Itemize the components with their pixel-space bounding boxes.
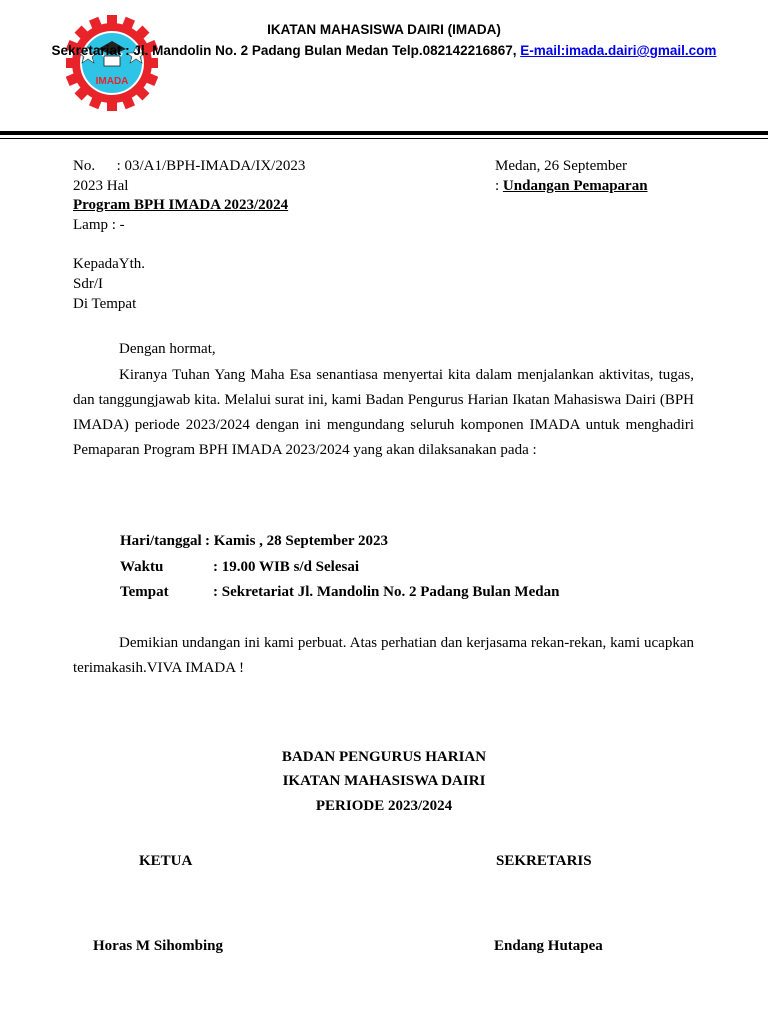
signature-period: PERIODE 2023/2024 [315,798,453,814]
no-label: No. [73,158,96,174]
detail-value-time: : 19.00 WIB s/d Selesai [213,559,359,575]
letterhead-rule-thick [0,131,768,135]
hal-value: Undangan Pemaparan [502,178,648,194]
signature-left-title: KETUA [139,853,193,869]
hal-label: Hal [106,178,129,194]
lamp [73,217,125,234]
org-title: IKATAN MAHASISWA DAIRI (IMADA) [267,22,501,37]
lamp-label: Lamp [73,217,108,233]
signature-org-line2: IKATAN MAHASISWA DAIRI [282,773,486,789]
detail-label-place: Tempat [120,584,169,600]
signature-right-name: Endang Hutapea [494,938,603,954]
recipient-line2: Sdr/I [73,276,103,292]
letter-number [73,158,305,175]
recipient-line3: Di Tempat [73,296,137,312]
address-text: Sekretariat : Jl. Mandolin No. 2 Padang Bulan Medan Telp.082142216867, [51,43,521,58]
logo-text: IMADA [95,76,129,87]
body-paragraph: Kiranya Tuhan Yang Maha Esa senantiasa menyertai kita dalam menjalankan aktivitas, tugas, dan tanggungjawab kita. Melalui surat ini, kami Badan Pengurus Harian Ikatan Mahasiswa Dairi (BPH IMADA) periode 2023/2024 dengan ini mengundang seluruh komponen IMADA untuk menghadiri Pemaparan Program BPH IMADA 2023/2024 yang akan dilaksanakan pada : [73,367,694,458]
recipient-line1: KepadaYth. [73,256,146,272]
greeting: Dengan hormat, [119,341,216,357]
letterhead-rule-thin [0,138,768,139]
closing-paragraph: Demikian undangan ini kami perbuat. Atas perhatian dan kerjasama rekan-rekan, kami ucapkan terimakasih.VIVA IMADA ! [73,635,694,676]
lamp-value: : - [111,217,125,233]
letter-subject-label [73,178,128,195]
signature-right-title: SEKRETARIS [496,853,592,869]
letter-subject [495,178,648,195]
signature-org-line1: BADAN PENGURUS HARIAN [281,749,487,765]
detail-label-date: Hari/tanggal [120,533,202,549]
no-value: : 03/A1/BPH-IMADA/IX/2023 [116,158,306,174]
detail-value-place: : Sekretariat Jl. Mandolin No. 2 Padang Bulan Medan [213,584,560,600]
hal-prefix: : [495,178,503,194]
letter-date-part1: Medan, 26 September [495,158,628,174]
email-link[interactable]: E-mail:imada.dairi@gmail.com [520,43,717,58]
detail-value-date: : Kamis , 28 September 2023 [205,533,389,549]
signature-left-name: Horas M Sihombing [93,938,224,954]
hal-value-line2: Program BPH IMADA 2023/2024 [73,197,289,213]
org-address [0,43,768,58]
detail-label-time: Waktu [120,559,164,575]
date-part2: 2023 [73,178,103,194]
